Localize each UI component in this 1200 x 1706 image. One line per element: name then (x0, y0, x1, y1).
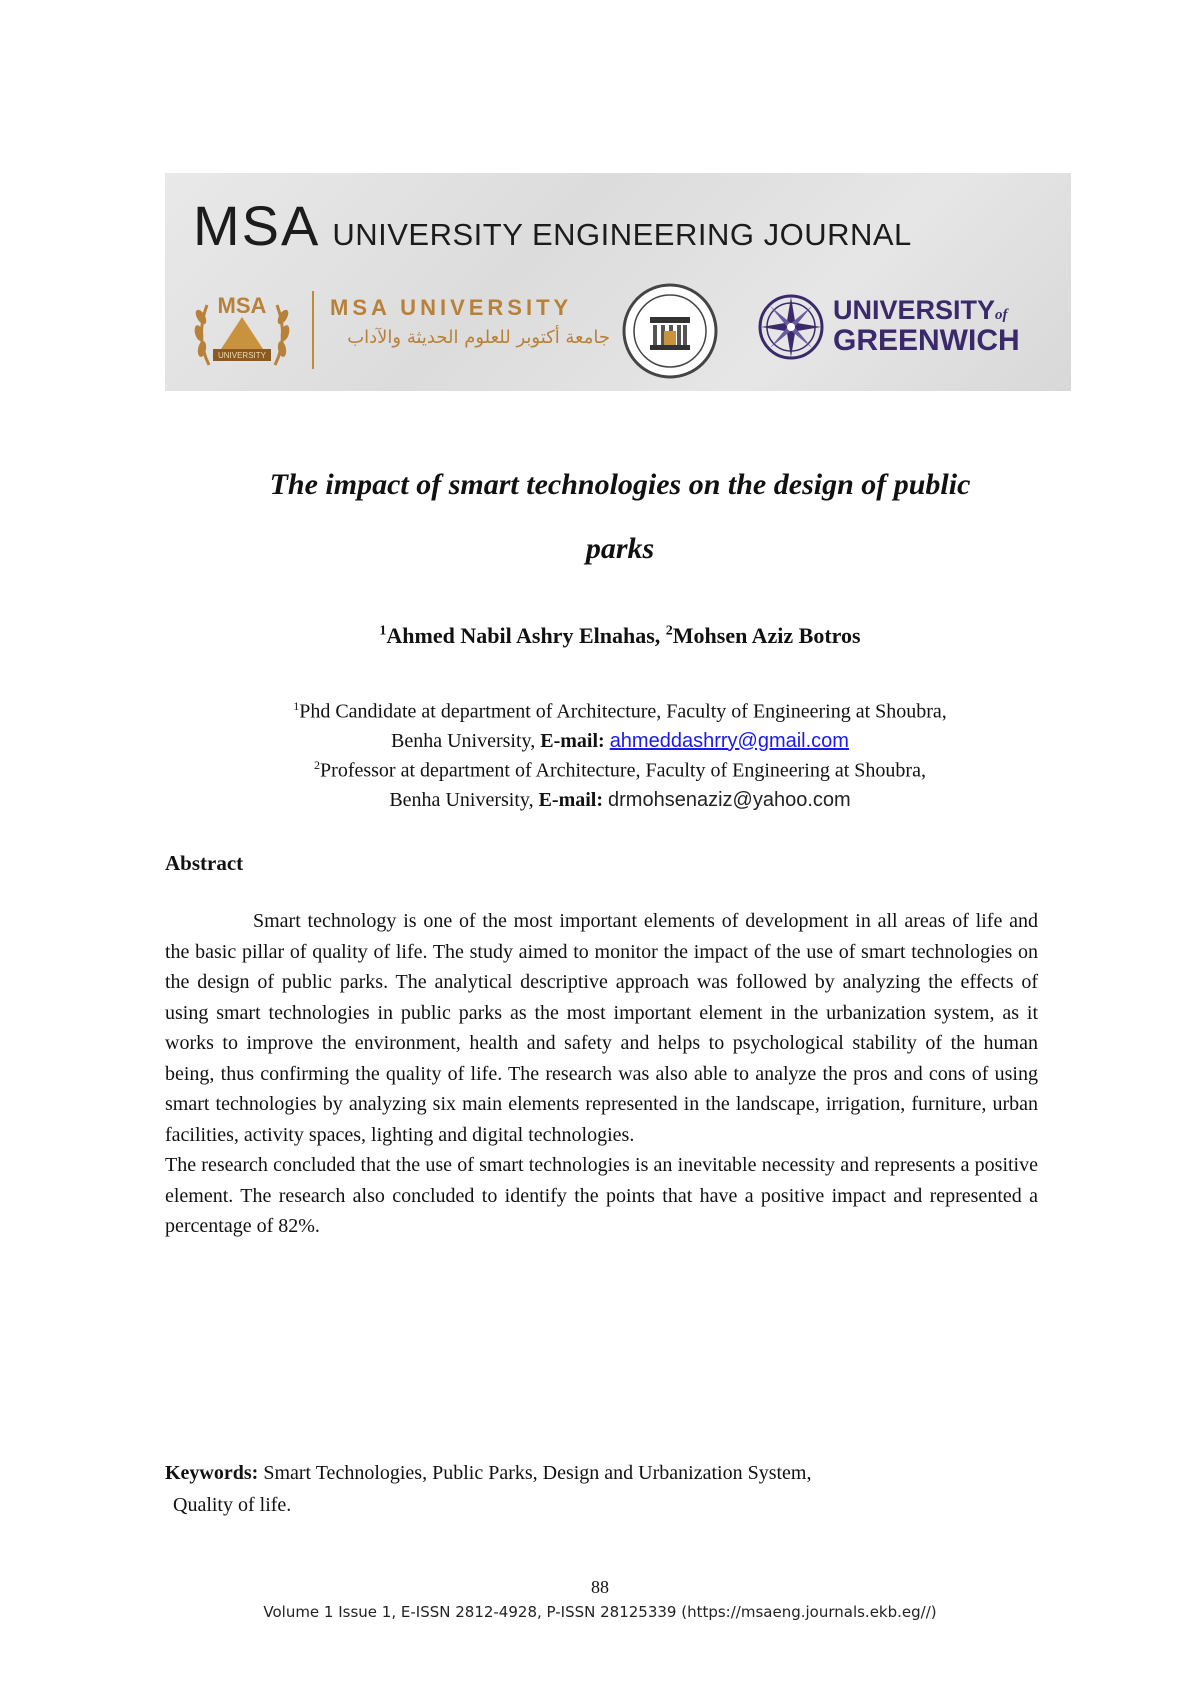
abstract-paragraph-2: The research concluded that the use of smart technologies is an inevitable necessity and represents a positive element. The research also concluded to identify the points that have a positive impact and represented a percentage of 82%. (165, 1154, 1038, 1237)
affiliation-2-sup: 2 (314, 758, 321, 772)
affiliation-1-email-link[interactable]: ahmeddashrry@gmail.com (609, 729, 849, 752)
msa-university-wordmark (330, 295, 610, 348)
greenwich-of: of (995, 307, 1008, 323)
affiliation-2 (160, 751, 1080, 815)
affiliation-1-line1: Phd Candidate at department of Architecture, Faculty of Engineering at Shoubra, (299, 700, 947, 723)
page-number: 88 (591, 1577, 609, 1597)
msa-crest-ribbon: UNIVERSITY (217, 351, 267, 360)
abstract-body (165, 906, 1038, 1242)
logo-divider (312, 291, 314, 369)
journal-title-msa: MSA (193, 194, 321, 257)
keywords-line1: Smart Technologies, Public Parks, Design and Urbanization System, (258, 1462, 812, 1484)
msa-university-en: MSA UNIVERSITY (330, 295, 573, 320)
footer-issn: Volume 1 Issue 1, E-ISSN 2812-4928, P-ISSN 28125339 (https://msaeng.journals.ekb.eg//) (263, 1603, 937, 1621)
greenwich-line1: UNIVERSITY (833, 295, 996, 325)
affiliation-2-email-label: E-mail: (538, 788, 604, 811)
affiliation-2-email: drmohsenaziz@yahoo.com (608, 788, 851, 811)
logo-row (165, 281, 1071, 391)
greenwich-line2: GREENWICH (833, 324, 1020, 357)
affiliation-1-sup: 1 (293, 699, 300, 713)
abstract-heading: Abstract (165, 851, 244, 875)
msa-crest-label: MSA (217, 293, 267, 318)
affiliation-1-email-label: E-mail: (540, 729, 605, 752)
journal-banner (165, 173, 1071, 391)
author-1-name: Ahmed Nabil Ashry Elnahas (386, 623, 655, 648)
affiliation-2-line1: Professor at department of Architecture, Faculty of Engineering at Shoubra, (320, 759, 926, 782)
journal-title-rest: UNIVERSITY ENGINEERING JOURNAL (332, 217, 912, 252)
abstract-paragraph-1: Smart technology is one of the most important elements of development in all areas of life and the basic pillar of quality of life. The study aimed to monitor the impact of the use of smart technologies on the design of public parks. The analytical descriptive approach was followed by analyzing the effects of using smart technologies in public parks as the most important element in the urbanization system, as it works to improve the environment, health and safety and helps to psychological stability of the human being, thus confirming the quality of life. The research was also able to analyze the pros and cons of using smart technologies by analyzing six main elements represented in the landscape, irrigation, furniture, urban facilities, activity spaces, lighting and digital technologies. (165, 910, 1038, 1146)
journal-title (193, 193, 912, 258)
faculty-seal-logo (620, 281, 720, 381)
paper-title-line2: parks (585, 532, 655, 565)
affiliation-1 (160, 692, 1080, 756)
author-list: $^1$Ahmed Nabil Ashry Elnahas, $^2$Mohsen Aziz Botros (379, 623, 861, 648)
author-2-sup: 2 (665, 623, 673, 639)
keywords (165, 1457, 1038, 1521)
author-1-sup: 1 (379, 623, 387, 639)
paper-title-line1: The impact of smart technologies on the design of public (269, 468, 971, 501)
msa-crest-logo (191, 287, 293, 377)
author-2-name: Mohsen Aziz Botros (672, 623, 861, 648)
affiliation-2-line2: Benha University, (389, 788, 539, 811)
keywords-line2: Quality of life. (173, 1494, 292, 1516)
keywords-label: Keywords: (165, 1462, 259, 1484)
greenwich-wordmark (833, 297, 1020, 356)
greenwich-compass-icon (757, 293, 825, 361)
affiliation-1-line2: Benha University, (391, 729, 541, 752)
msa-university-ar: جامعة أكتوبر للعلوم الحديثة والآداب (347, 327, 610, 348)
